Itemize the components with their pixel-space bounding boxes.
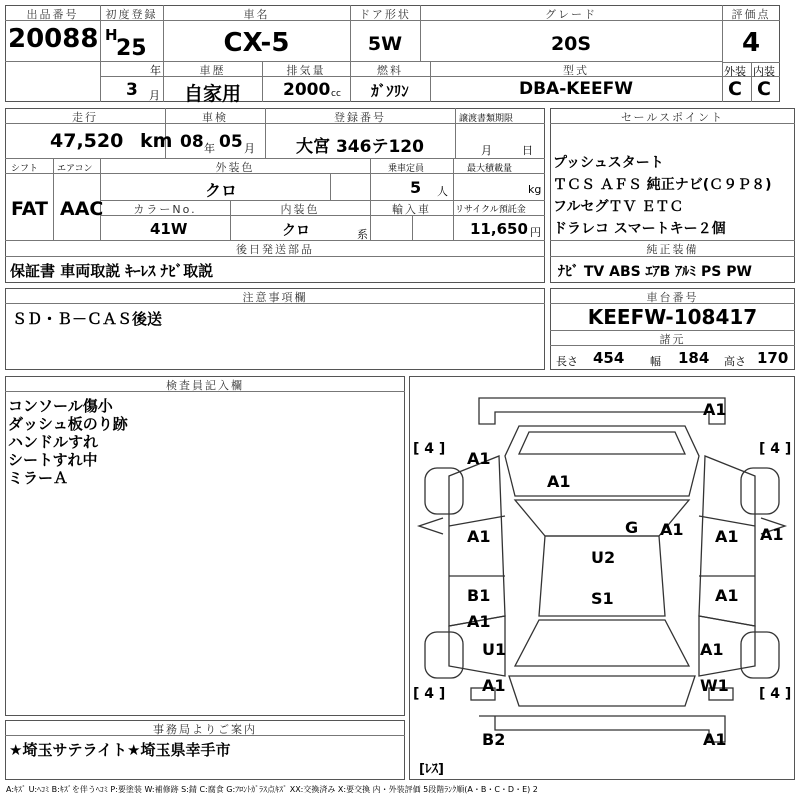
int-color: クロ <box>282 223 310 239</box>
sales-label: セールスポイント <box>620 111 724 124</box>
max-load-unit: kg <box>528 183 542 196</box>
import-label: 輸入車 <box>392 203 431 216</box>
tyre-rear-right: [ 4 ] <box>759 686 792 702</box>
length: 454 <box>593 349 625 367</box>
mark-door-front-left: A1 <box>467 527 491 546</box>
fuel: ｶﾞｿﾘﾝ <box>371 82 409 100</box>
month-unit: 月 <box>149 89 160 102</box>
mileage-label: 走行 <box>72 111 98 124</box>
first-reg-label: 初度登録 <box>105 8 158 21</box>
later-parts-label: 後日発送部品 <box>236 243 314 256</box>
height: 170 <box>757 349 789 367</box>
inspector-line-3: ハンドルすれ <box>8 433 99 451</box>
mileage-unit: km <box>140 130 173 152</box>
inspector-line-4: シートすれ中 <box>8 451 98 469</box>
width: 184 <box>678 349 710 367</box>
model-code: DBA-KEEFW <box>518 79 634 99</box>
mark-door-rear-right: A1 <box>715 586 739 605</box>
fuel-label: 燃料 <box>377 64 403 77</box>
office-text: ★埼玉サテライト★埼玉県幸手市 <box>9 741 231 759</box>
grade-label: グレード <box>545 8 597 21</box>
int-color-label: 内装色 <box>280 203 320 216</box>
ext-score: C <box>728 78 742 100</box>
sales-line-3: フルセグＴＶ ＥＴＣ <box>553 199 684 215</box>
sales-line-1: プッシュスタート <box>553 155 664 171</box>
lot-no-label: 出品番号 <box>26 8 79 21</box>
mark-door-front-right: A1 <box>715 527 739 546</box>
equipment-label: 純正装備 <box>646 243 699 256</box>
capacity-label: 乗車定員 <box>388 164 425 174</box>
reg-year: 25 <box>116 36 147 61</box>
mark-fender-right-front: A1 <box>660 520 684 539</box>
insp-month-unit: 月 <box>244 142 255 155</box>
lot-no: 20088 <box>8 24 99 54</box>
int-color-suffix: 系 <box>357 228 368 241</box>
displacement-unit: cc <box>331 89 341 99</box>
inspector-line-1: コンソール傷小 <box>8 397 113 415</box>
tyre-front-left: [ 4 ] <box>413 441 446 457</box>
color-no: 41W <box>150 220 188 238</box>
mark-quarter-right: A1 <box>700 640 724 659</box>
mark-quarter-left: A1 <box>482 676 506 695</box>
tyre-rear-left: [ 4 ] <box>413 686 446 702</box>
office-label: 事務局よりご案内 <box>153 723 257 736</box>
ext-color: クロ <box>205 181 238 200</box>
legend: A:ｷｽﾞ U:ﾍｺﾐ B:ｷｽﾞを伴うﾍｺﾐ P:要塗装 W:補修跡 S:錆 C:腐食 G:ﾌﾛﾝﾄｶﾞﾗｽ点ｷｽﾞ XX:交換済み X:要交換 内・外装評価 5段階ﾗﾝｸ順(A・B・C・D・E) 2 <box>6 785 538 794</box>
era: H <box>105 26 118 44</box>
history-label: 車歴 <box>199 64 226 77</box>
car-name: CX-5 <box>223 28 290 58</box>
mark-hood: A1 <box>547 472 571 491</box>
inspector-label: 検査員記入欄 <box>166 379 244 392</box>
mark-roof: U2 <box>591 548 616 567</box>
later-parts: 保証書 車両取説 ｷｰﾚｽ ﾅﾋﾞ取説 <box>10 262 214 280</box>
capacity: 5 <box>410 178 422 197</box>
int-score: C <box>757 78 771 100</box>
mark-fender-left: A1 <box>467 449 491 468</box>
mark-fender-right-side: A1 <box>760 525 784 544</box>
height-label: 高さ <box>724 355 746 368</box>
capacity-unit: 人 <box>437 185 448 198</box>
chassis-number: KEEFW-108417 <box>587 305 758 329</box>
insp-month: 05 <box>219 132 243 152</box>
shift: FAT <box>11 198 48 220</box>
recycle: 11,650 <box>470 220 528 238</box>
mark-door-rear-left-a: A1 <box>467 612 491 631</box>
ext-color-label: 外装色 <box>215 161 255 174</box>
sales-line-2: ＴＣＳ ＡＦＳ 純正ナビ(Ｃ９Ｐ８) <box>553 177 772 193</box>
spare-tyre: [ﾚｽ] <box>419 762 444 777</box>
ac: AAC <box>60 198 104 220</box>
grade: 20S <box>550 33 592 55</box>
mileage: 47,520 <box>50 130 124 152</box>
history: 自家用 <box>183 83 241 105</box>
ext-score-label: 外装 <box>724 65 746 78</box>
length-label: 長さ <box>556 355 578 368</box>
mark-rear-left: B2 <box>482 730 506 749</box>
inspector-line-5: ミラーＡ <box>8 469 69 487</box>
model-label: 型式 <box>563 64 589 77</box>
width-label: 幅 <box>650 355 661 368</box>
int-score-label: 内装 <box>753 65 775 78</box>
reg-no: 大宮 346テ120 <box>296 137 424 157</box>
score-label: 評価点 <box>731 8 771 21</box>
recycle-label: リサイクル預託金 <box>455 205 526 215</box>
car-diagram <box>409 376 795 780</box>
recycle-unit: 円 <box>530 226 541 239</box>
reg-month: 3 <box>126 80 138 100</box>
mark-quarter-right-w: W1 <box>700 676 729 695</box>
equipment: ﾅﾋﾞ TV ABS ｴｱB ｱﾙﾐ PS PW <box>558 264 752 280</box>
displacement-label: 排気量 <box>286 64 326 77</box>
dims-label: 諸元 <box>659 333 686 346</box>
mark-door-rear-left-b: B1 <box>467 586 491 605</box>
transfer-day: 日 <box>522 144 533 157</box>
mark-glass: G <box>625 518 639 537</box>
caution-text: ＳＤ・Ｂ－ＣＡＳ後送 <box>12 310 163 328</box>
mark-seat: S1 <box>591 589 614 608</box>
car-name-label: 車名 <box>243 8 270 21</box>
mark-front-bumper: A1 <box>703 400 727 419</box>
insp-year-unit: 年 <box>204 142 215 155</box>
door-label: ドア形状 <box>359 8 411 21</box>
insp-year: 08 <box>180 132 204 152</box>
ac-label: エアコン <box>57 164 93 174</box>
mark-rear-right: A1 <box>703 730 727 749</box>
transfer-month: 月 <box>481 144 492 157</box>
caution-label: 注意事項欄 <box>242 291 308 304</box>
tyre-front-right: [ 4 ] <box>759 441 792 457</box>
color-no-label: カラーNo. <box>133 203 197 216</box>
displacement: 2000 <box>283 80 331 100</box>
shift-label: シフト <box>11 164 39 174</box>
reg-no-label: 登録番号 <box>334 111 386 124</box>
year-unit: 年 <box>150 64 161 77</box>
inspection-label: 車検 <box>202 111 228 124</box>
chassis-label: 車台番号 <box>646 291 699 304</box>
transfer-label: 譲渡書類期限 <box>459 114 514 124</box>
score: 4 <box>741 28 761 58</box>
door-type: 5W <box>367 33 403 55</box>
max-load-label: 最大積載量 <box>467 164 513 174</box>
inspector-line-2: ダッシュ板のり跡 <box>8 415 128 433</box>
mark-quarter-left-u: U1 <box>482 640 507 659</box>
sales-line-4: ドラレコ スマートキー２個 <box>553 221 726 237</box>
